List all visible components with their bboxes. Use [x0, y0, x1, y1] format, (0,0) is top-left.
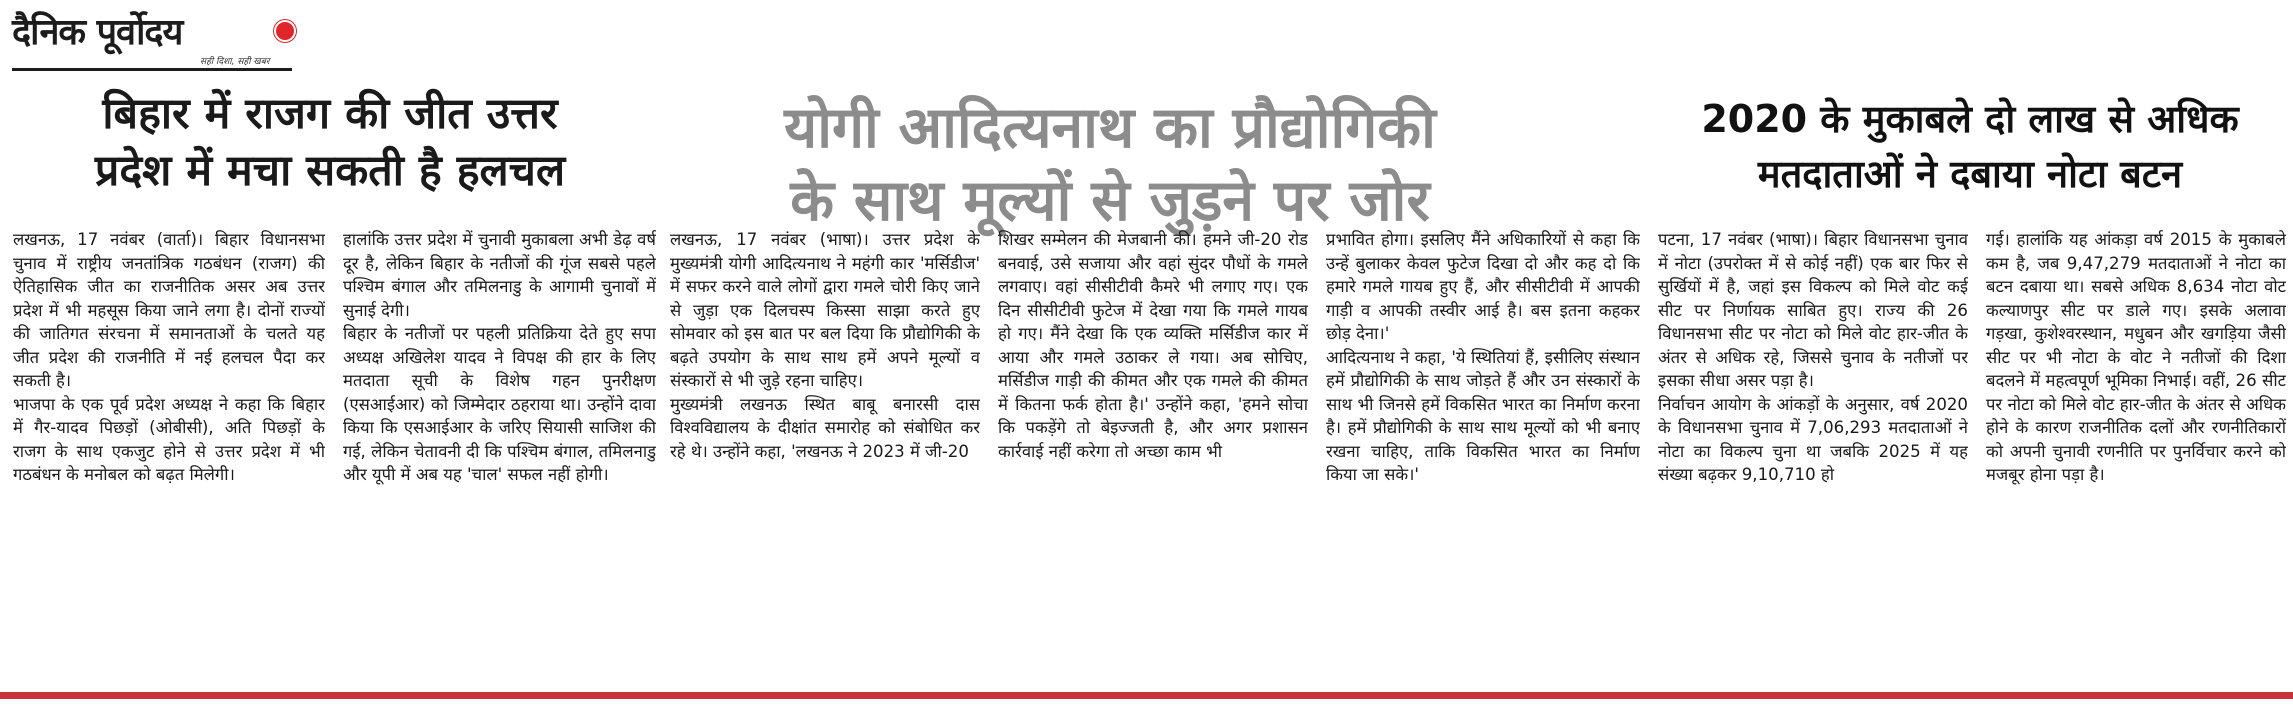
- bottom-rule: [0, 692, 2293, 699]
- masthead-rule: [12, 68, 292, 71]
- article-2-headline: [660, 92, 1560, 238]
- newspaper-logo: दैनिक पूर्वोदय: [12, 12, 183, 53]
- article-3-column-2: गई। हालांकि यह आंकड़ा वर्ष 2015 के मुकाबले कम है, जब 9,47,279 मतदाताओं ने नोटा का बटन दबाया था। सबसे अधिक 8,634 नोटा वोट कल्याणपुर सीट पर डाले गए। इसके अलावा गड़खा, कुशेश्वरस्थान, मधुबन और खगड़िया जैसी सीट पर भी नोटा के वोट ने नतीजों की दिशा बदलने में महत्वपूर्ण भूमिका निभाई। वहीं, 26 सीट पर नोटा को मिले वोट हार-जीत के अंतर से अधिक होने के कारण राजनीतिक दलों और रणनीतिकारों को अपनी चुनावी रणनीति पर पुनर्विचार करने को मजबूर होना पड़ा है।: [1986, 230, 2286, 484]
- masthead-tagline: सही दिशा, सही खबर: [200, 57, 270, 67]
- article-3-column-1: पटना, 17 नवंबर (भाषा)। बिहार विधानसभा चुनाव में नोटा (उपरोक्त में से कोई नहीं) एक बार फिर से सुर्खियों में है, जहां इस विकल्प को मिले वोट कई सीट पर निर्णायक साबित हुए। राज्य की 26 विधानसभा सीट पर नोटा को मिले वोट हार-जीत के अंतर से अधिक रहे, जिससे चुनाव के नतीजों पर इसका सीधा असर पड़ा है। निर्वाचन आयोग के आंकड़ों के अनुसार, वर्ष 2020 के विधानसभा चुनाव में 7,06,293 मतदाताओं ने नोटा का विकल्प चुना था जबकि 2025 में यह संख्या बढ़कर 9,10,710 हो: [1658, 230, 1968, 484]
- article-1-headline: [20, 86, 640, 200]
- headline-line: के साथ मूल्यों से जुड़ने पर जोर: [790, 167, 1430, 234]
- headline-line: बिहार में राजग की जीत उत्तर: [102, 89, 558, 139]
- article-1-column-2: हालांकि उत्तर प्रदेश में चुनावी मुकाबला अभी डेढ़ वर्ष दूर है, लेकिन बिहार के नतीजों की गूंज सबसे पहले पश्चिम बंगाल और तमिलनाडु के आगामी चुनावों में सुनाई देगी। बिहार के नतीजों पर पहली प्रतिक्रिया देते हुए सपा अध्यक्ष अखिलेश यादव ने विपक्ष की हार के लिए मतदाता सूची के विशेष गहन पुनरीक्षण (एसआईआर) को जिम्मेदार ठहराया था। उन्होंने दावा किया कि एसआईआर के जरिए सियासी साजिश की गई, लेकिन चेतावनी दी कि पश्चिम बंगाल, तमिलनाडु और यूपी में अब यह 'चाल' सफल नहीं होगी।: [343, 230, 656, 484]
- article-2-column-2: शिखर सम्मेलन की मेजबानी की। हमने जी-20 रोड बनवाई, उसे सजाया और वहां सुंदर पौधों के गमले लगवाए। वहां सीसीटीवी कैमरे भी लगाए गए। एक दिन सीसीटीवी फुटेज में देखा गया कि गमले गायब हो गए। मैंने देखा कि एक व्यक्ति मर्सिडीज कार में आया और गमले उठाकर ले गया। अब सोचिए, मर्सिडीज गाड़ी की कीमत और एक गमले की कीमत में कितना फर्क होता है।' उन्होंने कहा, 'हमने सोचा कि पकड़ेंगे तो बेइज्जती है, और अगर प्रशासन कार्रवाई नहीं करेगा तो अच्छा काम भी: [998, 230, 1308, 461]
- article-1-column-1: लखनऊ, 17 नवंबर (वार्ता)। बिहार विधानसभा चुनाव में राष्ट्रीय जनतांत्रिक गठबंधन (राजग) की ऐतिहासिक जीत का राजनीतिक असर अब उत्तर प्रदेश में भी महसूस किया जाने लगा है। दोनों राज्यों की जातिगत संरचना में समानताओं के चलते यह जीत प्रदेश की राजनीति में नई हलचल पैदा कर सकती है। भाजपा के एक पूर्व प्रदेश अध्यक्ष ने कहा कि बिहार में गैर-यादव पिछड़ों (ओबीसी), अति पिछड़ों के राजग के साथ एकजुट होने से उत्तर प्रदेश में भी गठबंधन के मनोबल को बढ़त मिलेगी।: [13, 230, 325, 484]
- masthead: [12, 6, 312, 72]
- headline-line: योगी आदित्यनाथ का प्रौद्योगिकी: [784, 95, 1436, 161]
- article-2-column-3: प्रभावित होगा। इसलिए मैंने अधिकारियों से कहा कि उन्हें बुलाकर केवल फुटेज दिखा दो और कह दो कि हमारे गमले गायब हुए हैं, और सीसीटीवी में आपकी गाड़ी व आपकी तस्वीर आई है। बस इतना कहकर छोड़ देना।' आदित्यनाथ ने कहा, 'ये स्थितियां हैं, इसीलिए संस्थान हमें प्रौद्योगिकी के साथ जोड़ते हैं और उन संस्कारों के साथ भी जिनसे हमें विकसित भारत का निर्माण करना है। हमें प्रौद्योगिकी के साथ साथ मूल्यों को भी बनाए रखना चाहिए, ताकि विकसित भारत का निर्माण किया जा सके।': [1326, 230, 1640, 484]
- article-3-headline: [1660, 92, 2280, 202]
- article-2-column-1: लखनऊ, 17 नवंबर (भाषा)। उत्तर प्रदेश के मुख्यमंत्री योगी आदित्यनाथ ने महंगी कार 'मर्सिडीज' में सफर करने वाले लोगों द्वारा गमले चोरी किए जाने से जुड़ा एक दिलचस्प किस्सा साझा करते हुए सोमवार को इस बात पर बल दिया कि प्रौद्योगिकी के बढ़ते उपयोग के साथ साथ हमें अपने मूल्यों व संस्कारों से भी जुड़े रहना चाहिए। मुख्यमंत्री लखनऊ स्थित बाबू बनारसी दास विश्वविद्यालय के दीक्षांत समारोह को संबोधित कर रहे थे। उन्होंने कहा, 'लखनऊ ने 2023 में जी-20: [670, 230, 980, 461]
- headline-line: 2020 के मुकाबले दो लाख से अधिक: [1701, 97, 2239, 141]
- headline-line: प्रदेश में मचा सकती है हलचल: [94, 145, 566, 196]
- sun-logo-icon: [274, 20, 296, 42]
- headline-line: मतदाताओं ने दबाया नोटा बटन: [1757, 152, 2183, 197]
